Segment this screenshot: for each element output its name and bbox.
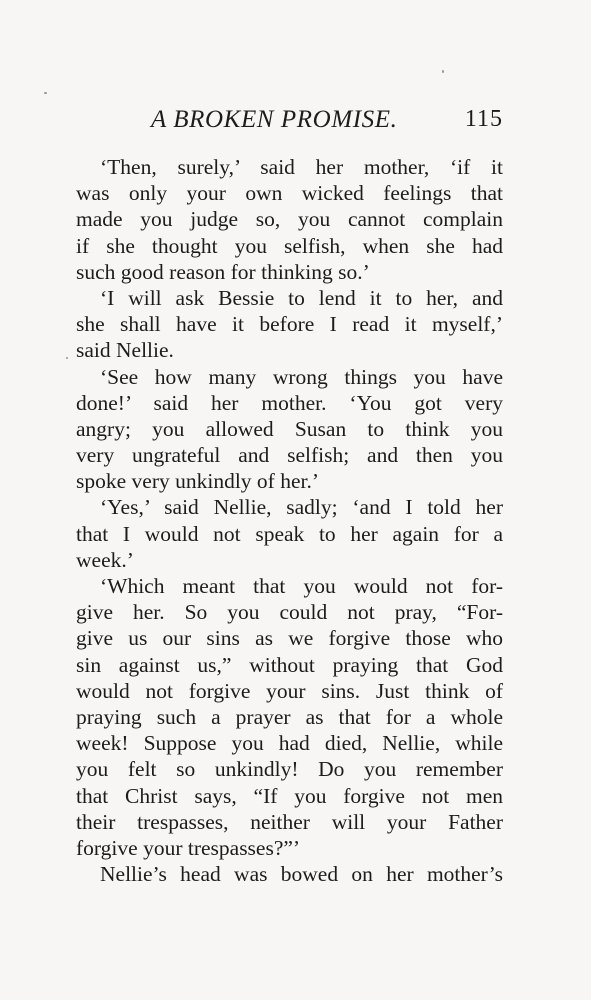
running-head [76,106,503,140]
text-line: praying such a prayer as that for a whole [76,704,503,729]
chapter-title: A BROKEN PROMISE. [151,106,398,133]
text-line: week.’ [76,547,134,572]
paper-speck [442,70,444,73]
text-line: ‘See how many wrong things you have [100,364,503,389]
text-line: ‘Then, surely,’ said her mother, ‘if it [100,155,503,179]
text-line: give her. So you could not pray, “For- [76,600,503,625]
text-line: would not forgive your sins. Just think of [76,678,503,703]
text-line: was only your own wicked feelings that [76,181,503,206]
text-line: Nellie’s head was bowed on her mother’s [100,862,503,887]
paper-speck [44,92,47,94]
text-line: such good reason for thinking so.’ [76,259,370,284]
text-line: if she thought you selfish, when she had [76,233,503,258]
text-line: spoke very unkindly of her.’ [76,469,320,494]
text-line: ‘Which meant that you would not for- [100,574,503,598]
text-line: you felt so unkindly! Do you remember [76,757,503,782]
text-line: angry; you allowed Susan to think you [76,416,503,441]
text-line: that I would not speak to her again for a [76,521,503,546]
text-line: said Nellie. [76,338,174,363]
text-line: made you judge so, you cannot complain [76,207,503,232]
paper-speck [66,357,68,359]
text-line: forgive your trespasses?”’ [76,835,301,860]
text-line: give us our sins as we forgive those who [76,626,503,651]
text-line: week! Suppose you had died, Nellie, while [76,731,503,756]
text-line: their trespasses, neither will your Father [76,809,503,834]
text-line: sin against us,” without praying that God [76,652,503,677]
text-line: ‘I will ask Bessie to lend it to her, and [100,285,503,310]
body-text [76,154,503,887]
page-number: 115 [464,106,503,132]
text-line: done!’ said her mother. ‘You got very [76,390,503,415]
text-line: she shall have it before I read it myself,’ [76,312,503,337]
text-line: very ungrateful and selfish; and then you [76,443,503,468]
text-line: that Christ says, “If you forgive not men [76,783,503,808]
text-line: ‘Yes,’ said Nellie, sadly; ‘and I told her [100,495,503,520]
